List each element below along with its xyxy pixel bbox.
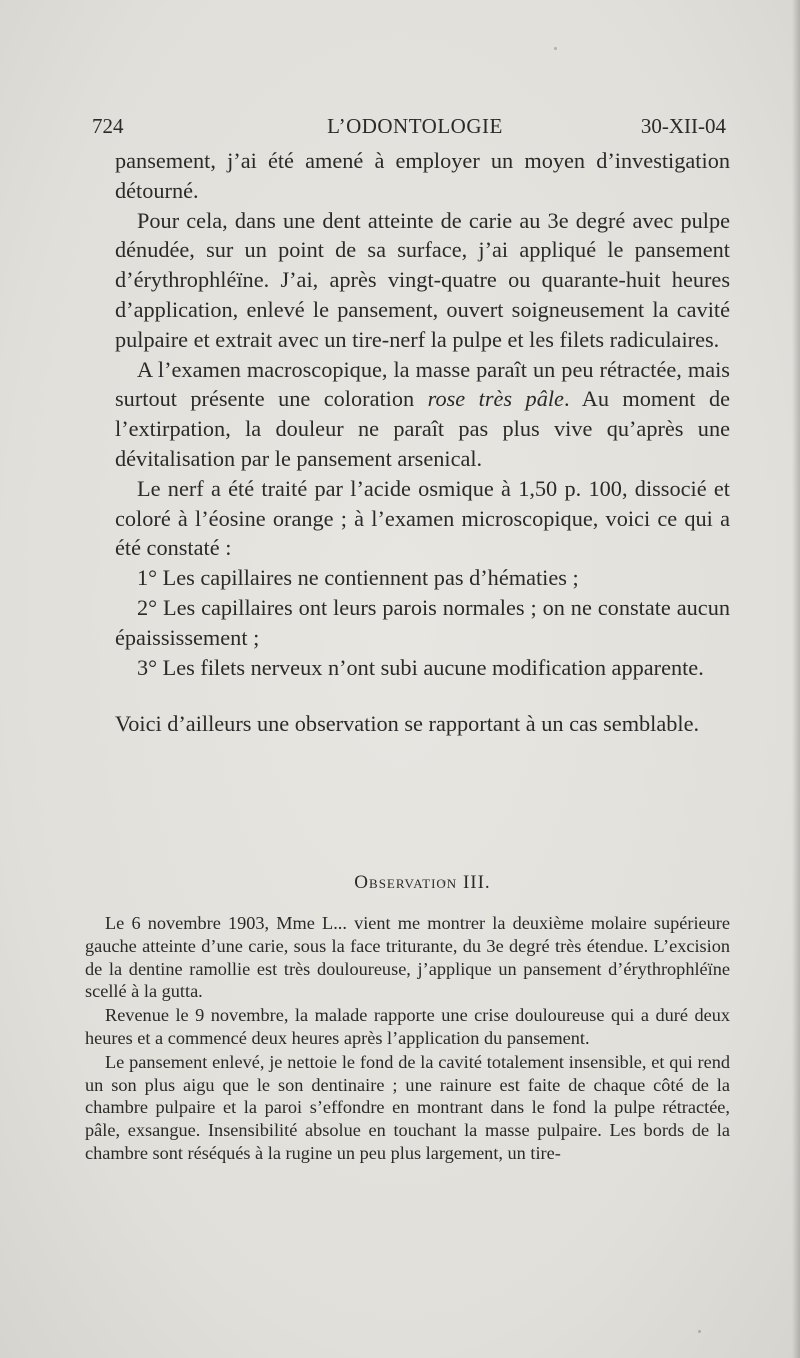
paragraph-method: Pour cela, dans une dent atteinte de carie au 3e degré avec pulpe dénudée, sur un point de sa surface, j’ai appliqué le pansement d’érythrophléïne. J’ai, après vingt-quatre ou quarante-huit heures d’application, enlevé le pansement, ouvert soigneusement la cavité pulpaire et extrait avec un tire-nerf la pulpe et les filets radiculaires. <box>115 207 730 352</box>
paragraph-treatment: Le nerf a été traité par l’acide osmique à 1,50 p. 100, dissocié et coloré à l’éosine orange ; à l’examen microscopique, voici ce qui a été constaté : <box>115 475 730 561</box>
paragraph-macroscopic <box>115 355 730 474</box>
page-edge-shadow <box>792 0 800 1358</box>
page-number: 724 <box>92 114 124 138</box>
observation-paragraph-3: Le pansement enlevé, je nettoie le fond de la cavité totalement insensible, et qui rend un son plus aigu que le son dentinaire ; une rainure est faite de chaque côté de la chambre pulpaire et la paroi s’effondre en montrant dans le fond la pulpe rétractée, pâle, exsangue. Insensibilité absolue en touchant la masse pulpaire. Les bords de la chambre sont réséqués à la rugine un peu plus largement, un tire- <box>85 1051 730 1163</box>
paper-speck <box>554 47 557 50</box>
issue-date: 30-XII-04 <box>640 114 726 138</box>
macroscopic-text-end: . Au moment de l’extirpation, la douleur ne paraît pas plus vive qu’après une dévitalisation par le pansement arsenical. <box>115 386 730 471</box>
observation-paragraph-2: Revenue le 9 novembre, la malade rapporte une crise douloureuse qui a duré deux heures et a commencé deux heures après l’application du pansement. <box>85 1005 730 1048</box>
observation-paragraph-1: Le 6 novembre 1903, Mme L... vient me montrer la deuxième molaire supérieure gauche atteinte d’une carie, sous la face triturante, du 3e degré très étendue. L’excision de la dentine ramollie est très douloureuse, j’applique un pansement d’érythrophléïne scellé à la gutta. <box>85 913 730 1002</box>
main-text <box>115 146 730 739</box>
finding-2: 2° Les capillaires ont leurs parois normales ; on ne constate aucun épaississement ; <box>115 594 730 650</box>
finding-1: 1° Les capillaires ne contiennent pas d’hématies ; <box>137 565 579 591</box>
paper-speck <box>698 1330 701 1333</box>
journal-title: L’ODONTOLOGIE <box>327 114 503 138</box>
paragraph-continuation: pansement, j’ai été amené à employer un moyen d’investigation détourné. <box>115 148 730 203</box>
finding-3: 3° Les filets nerveux n’ont subi aucune modification apparente. <box>137 654 704 680</box>
paper-speck <box>442 880 446 884</box>
observation-text <box>85 912 730 1166</box>
observation-title: Observation III. <box>354 872 491 893</box>
running-header <box>90 114 740 142</box>
macroscopic-text: A l’examen macroscopique, la masse paraît un peu rétractée, mais surtout présente une coloration <box>115 356 730 412</box>
italic-coloration: rose très pâle <box>427 386 564 412</box>
paragraph-transition: Voici d’ailleurs une observation se rapportant à un cas semblable. <box>115 711 700 737</box>
